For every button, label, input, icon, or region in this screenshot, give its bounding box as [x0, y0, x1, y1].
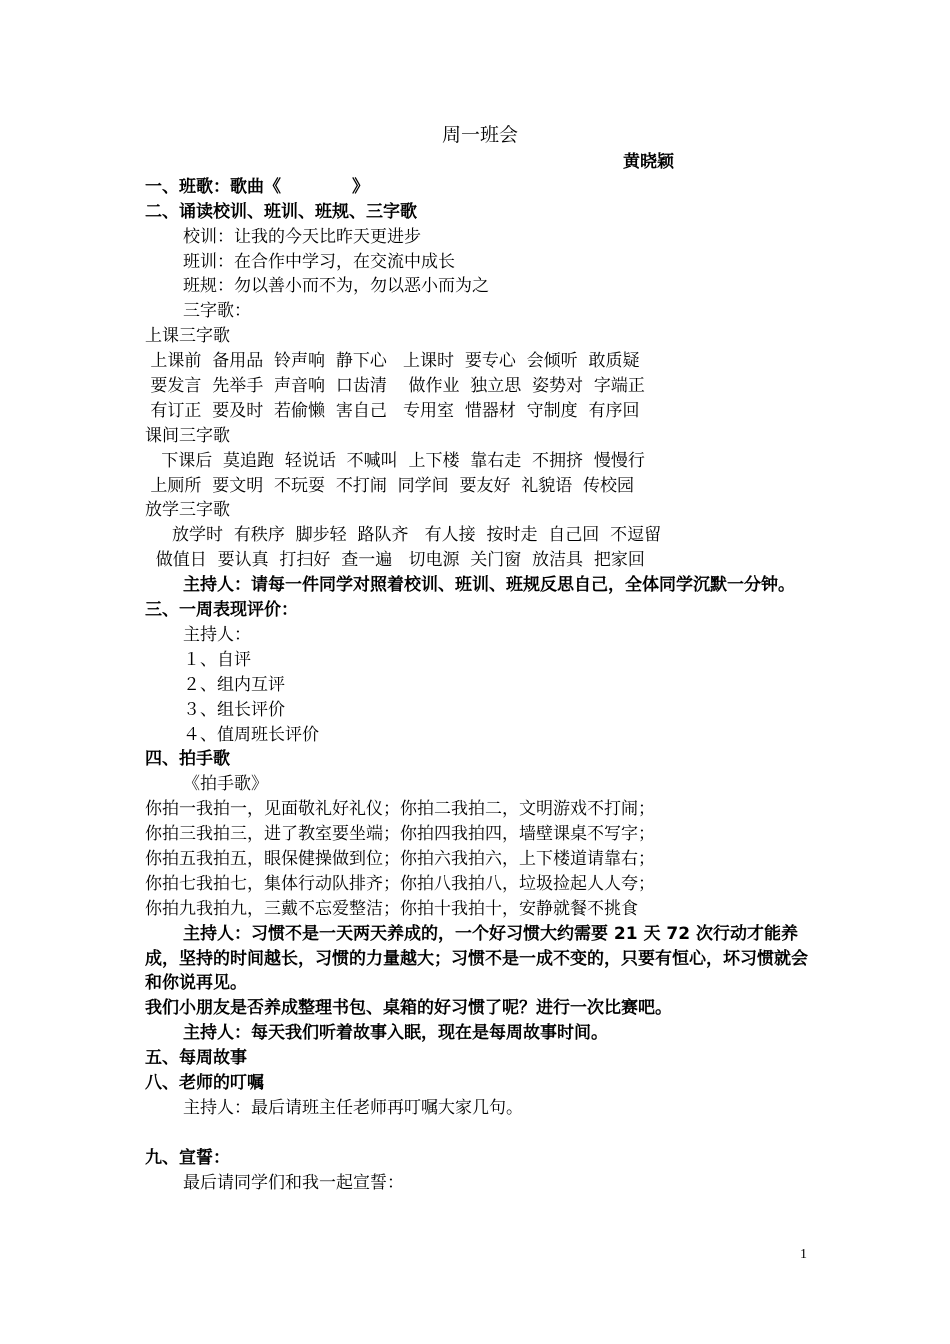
break-song-title: 课间三字歌	[145, 425, 230, 446]
evaluation-item: １、自评	[183, 649, 251, 670]
section-2-heading: 二、诵读校训、班训、班规、三字歌	[145, 201, 417, 222]
section-3-heading: 三、一周表现评价：	[145, 600, 298, 621]
page-number: 1	[800, 1247, 807, 1262]
host-story-intro: 主持人：每天我们听着故事入眠，现在是每周故事时间。	[183, 1023, 608, 1044]
break-song-line: 下课后 莫追跑 轻说话 不喊叫 上下楼 靠右走 不拥挤 慢慢行	[145, 450, 645, 471]
class-song-line: 要发言 先举手 声音响 口齿清 做作业 独立思 姿势对 字端正	[145, 376, 645, 397]
school-motto: 校训：让我的今天比昨天更进步	[183, 226, 421, 247]
habit-competition-text: 我们小朋友是否养成整理书包、桌箱的好习惯了呢？进行一次比赛吧。	[145, 998, 672, 1019]
class-song-title: 上课三字歌	[145, 326, 230, 347]
section-1-heading: 一、班歌：歌曲《 》	[145, 176, 370, 197]
document-body	[145, 120, 815, 1195]
dismissal-song-title: 放学三字歌	[145, 500, 230, 521]
section-4-heading: 四、拍手歌	[145, 749, 230, 770]
page-title: 周一班会	[441, 124, 518, 146]
evaluation-item: ４、值周班长评价	[183, 724, 319, 745]
class-song-line: 有订正 要及时 若偷懒 害自己 专用室 惜器材 守制度 有序回	[145, 400, 640, 421]
break-song-line: 上厕所 要文明 不玩耍 不打闹 同学间 要友好 礼貌语 传校园	[145, 475, 635, 496]
section-9-heading: 九、宣誓：	[145, 1147, 230, 1168]
clapping-song-line: 你拍一我拍一，见面敬礼好礼仪；你拍二我拍二，文明游戏不打闹；	[145, 799, 655, 820]
oath-intro: 最后请同学们和我一起宣誓：	[183, 1172, 404, 1193]
section-5-heading: 五、每周故事	[145, 1048, 247, 1069]
host-instruction-reflection: 主持人：请每一件同学对照着校训、班训、班规反思自己，全体同学沉默一分钟。	[183, 575, 795, 596]
evaluation-item: ２、组内互评	[183, 674, 285, 695]
author-name: 黄晓颖	[623, 152, 674, 172]
clapping-song-line: 你拍七我拍七，集体行动队排齐；你拍八我拍八，垃圾捡起人人夸；	[145, 873, 655, 894]
host-label: 主持人：	[183, 624, 251, 645]
section-8-heading: 八、老师的叮嘱	[145, 1073, 264, 1094]
host-habit-paragraph: 主持人：习惯不是一天两天养成的，一个好习惯大约需要 21 天 72 次行动才能养成，坚持的时间越长，习惯的力量越大；习惯不是一成不变的，只要有恒心，坏习惯就会和你说再见。	[145, 923, 808, 994]
clapping-song-line: 你拍九我拍九，三戴不忘爱整洁；你拍十我拍十，安静就餐不挑食	[145, 898, 638, 919]
evaluation-item: ３、组长评价	[183, 699, 285, 720]
host-teacher-remarks: 主持人：最后请班主任老师再叮嘱大家几句。	[183, 1097, 523, 1118]
dismissal-song-line: 放学时 有秩序 脚步轻 路队齐 有人接 按时走 自己回 不逗留	[145, 525, 662, 546]
clapping-song-title: 《拍手歌》	[183, 774, 268, 795]
class-song-line: 上课前 备用品 铃声响 静下心 上课时 要专心 会倾听 敢质疑	[145, 351, 640, 372]
dismissal-song-line: 做值日 要认真 打扫好 查一遍 切电源 关门窗 放洁具 把家回	[145, 550, 645, 571]
class-rules: 班规：勿以善小而不为，勿以恶小而为之	[183, 276, 489, 297]
spacer	[145, 1121, 815, 1146]
clapping-song-line: 你拍三我拍三，进了教室要坐端；你拍四我拍四，墙壁课桌不写字；	[145, 824, 655, 845]
clapping-song-line: 你拍五我拍五，眼保健操做到位；你拍六我拍六，上下楼道请靠右；	[145, 848, 655, 869]
three-char-song-label: 三字歌：	[183, 301, 251, 322]
class-motto: 班训：在合作中学习，在交流中成长	[183, 251, 455, 272]
